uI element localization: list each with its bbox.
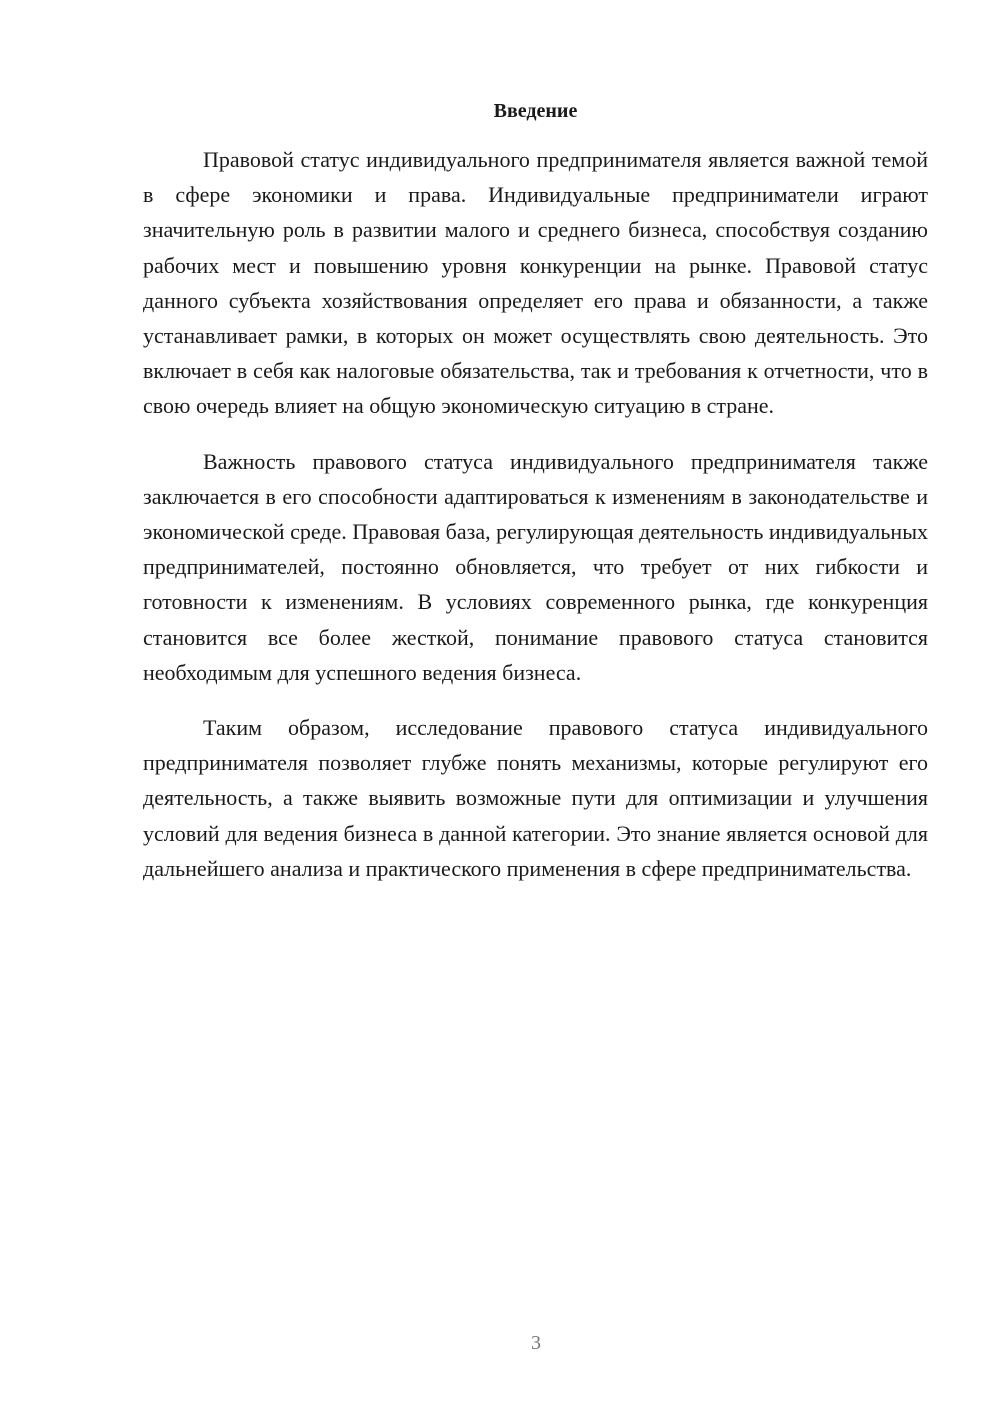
paragraph-3: Таким образом, исследование правового статуса индивидуального предпринимателя позволяет глубже понять механизмы, которые регулируют его деятельность, а также выявить возможные пути для оптимизации и улучшения условий для ведения бизнеса в данной категории. Это знание является основой для дальнейшего анализа и практического применения в сфере предпринимательства. xyxy=(143,715,928,881)
page-number: 3 xyxy=(531,1332,541,1354)
paragraph-1: Правовой статус индивидуального предпринимателя является важной темой в сфере экономики и права. Индивидуальные предприниматели играют значительную роль в развитии малого и среднего бизнеса, способствуя созданию рабочих мест и повышению уровня конкуренции на рынке. Правовой статус данного субъекта хозяйствования определяет его права и обязанности, а также устанавливает рамки, в которых он может осуществлять свою деятельность. Это включает в себя как налоговые обязательства, так и требования к отчетности, что в свою очередь влияет на общую экономическую ситуацию в стране. xyxy=(143,147,928,419)
document-body xyxy=(143,142,928,886)
paragraph-2: Важность правового статуса индивидуального предпринимателя также заключается в его способности адаптироваться к изменениям в законодательстве и экономической среде. Правовая база, регулирующая деятельность индивидуальных предпринимателей, постоянно обновляется, что требует от них гибкости и готовности к изменениям. В условиях современного рынка, где конкуренция становится все более жесткой, понимание правового статуса становится необходимым для успешного ведения бизнеса. xyxy=(143,448,928,685)
page-title: Введение xyxy=(493,100,578,122)
